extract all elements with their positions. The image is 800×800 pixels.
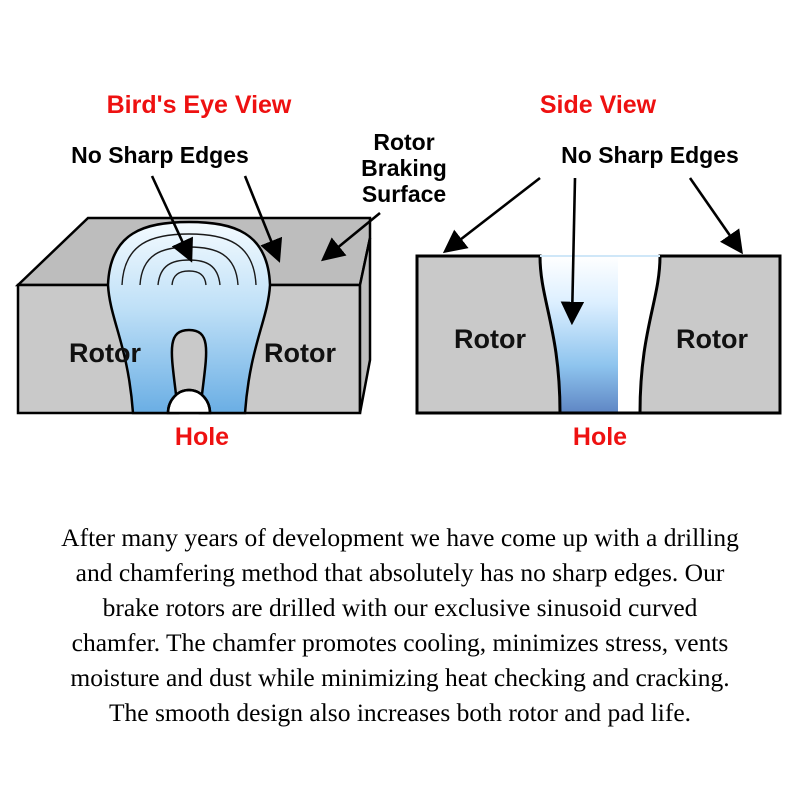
birdseye-rotor-left-label: Rotor bbox=[69, 338, 141, 368]
caption-line-1: After many years of development we have come up with a drilling bbox=[61, 523, 739, 552]
birdseye-title: Bird's Eye View bbox=[106, 91, 292, 119]
caption-line-3: brake rotors are drilled with our exclusive sinusoid curved bbox=[102, 593, 698, 622]
rotor-braking-surface-label-line3: Surface bbox=[361, 181, 447, 207]
rotor-braking-surface-label-line2: Braking bbox=[361, 155, 447, 181]
birdseye-hole-label: Hole bbox=[174, 423, 230, 451]
caption-line-2: and chamfering method that absolutely has no sharp edges. Our bbox=[75, 558, 725, 587]
caption-line-5: moisture and dust while minimizing heat checking and cracking. bbox=[70, 663, 730, 692]
caption-line-6: The smooth design also increases both rotor and pad life. bbox=[108, 698, 692, 727]
sideview-no-sharp-edges-label: No Sharp Edges bbox=[561, 142, 739, 168]
sideview-title: Side View bbox=[539, 91, 657, 119]
sideview-rotor-right-label: Rotor bbox=[676, 324, 748, 354]
birdseye-block-graphic bbox=[18, 218, 370, 413]
caption-paragraph bbox=[0, 520, 800, 730]
rotor-braking-surface-label-line1: Rotor bbox=[373, 129, 435, 155]
sideview-arrow-left bbox=[447, 178, 540, 250]
sideview-hole-label: Hole bbox=[572, 423, 628, 451]
birdseye-no-sharp-edges-label: No Sharp Edges bbox=[71, 142, 249, 168]
birdseye-rotor-right-label: Rotor bbox=[264, 338, 336, 368]
sideview-rotor-left-label: Rotor bbox=[454, 324, 526, 354]
caption-line-4: chamfer. The chamfer promotes cooling, minimizes stress, vents bbox=[71, 628, 729, 657]
sideview-arrow-right bbox=[690, 178, 740, 250]
